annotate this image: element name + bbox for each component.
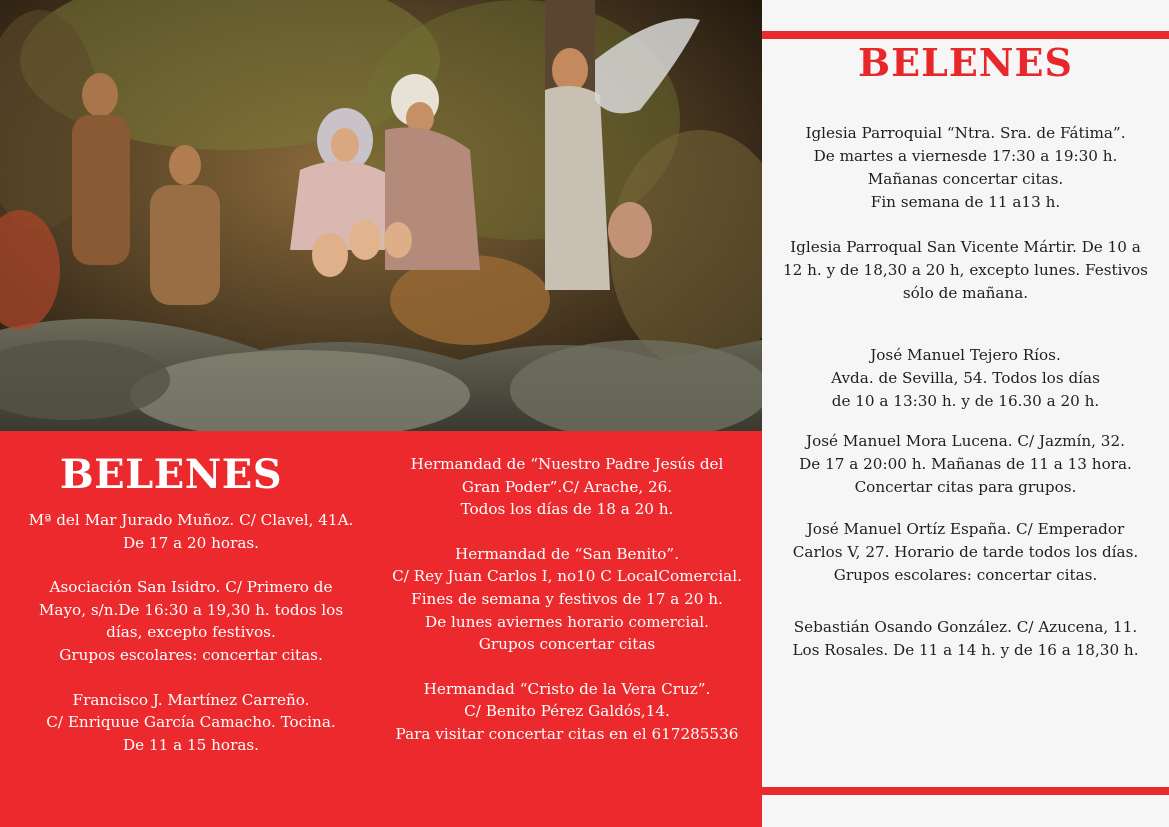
entry-line: De lunes aviernes horario comercial.	[425, 612, 709, 631]
entry-line: De martes a viernesde 17:30 a 19:30 h.	[813, 147, 1118, 165]
entry-line: José Manuel Mora Lucena. C/ Jazmín, 32.	[806, 432, 1125, 450]
entry-line: Grupos escolares: concertar citas.	[833, 566, 1098, 584]
belenes-title-left: BELENES	[59, 451, 283, 498]
venue-entry	[762, 518, 1169, 587]
entry-line: De 11 a 15 horas.	[122, 735, 260, 754]
entry-line: Gran Poder”.C/ Arache, 26.	[461, 477, 673, 496]
entry-line: Fines de semana y festivos de 17 a 20 h.	[411, 589, 723, 608]
entry-line: C/ Rey Juan Carlos I, no10 C LocalComercial.	[392, 567, 742, 586]
venue-entry	[382, 453, 752, 521]
entry-line: Avda. de Sevilla, 54. Todos los días	[831, 369, 1100, 387]
bottom-divider	[762, 787, 1169, 795]
venue-entry	[762, 430, 1169, 499]
entry-line: Sebastián Osando González. C/ Azucena, 11.	[793, 618, 1138, 636]
venue-entry	[0, 509, 382, 554]
entry-line: Hermandad de “San Benito”.	[454, 544, 680, 563]
entry-line: días, excepto festivos.	[106, 623, 276, 642]
entry-line: Carlos V, 27. Horario de tarde todos los días.	[792, 543, 1139, 561]
venue-entry	[0, 576, 382, 666]
entry-line: Los Rosales. De 11 a 14 h. y de 16 a 18,30 h.	[792, 641, 1139, 659]
right-info-panel	[762, 0, 1169, 827]
red-info-panel	[0, 431, 762, 827]
right-column	[382, 453, 752, 768]
entry-line: sólo de mañana.	[902, 284, 1029, 302]
venue-entry	[762, 122, 1169, 214]
entry-line: C/ Benito Pérez Galdós,14.	[464, 702, 670, 721]
entry-line: 12 h. y de 18,30 a 20 h, excepto lunes. Festivos	[783, 261, 1148, 279]
entry-line: Fin semana de 11 a13 h.	[870, 193, 1061, 211]
entry-line: De 17 a 20 horas.	[122, 533, 260, 552]
venue-entry	[762, 236, 1169, 305]
venue-entry	[762, 616, 1169, 662]
entry-line: Francisco J. Martínez Carreño.	[72, 690, 310, 709]
entry-line: Grupos concertar citas	[478, 635, 656, 654]
belenes-title-right: BELENES	[858, 40, 1073, 85]
entry-line: Iglesia Parroqual San Vicente Mártir. De 10 a	[790, 238, 1141, 256]
entry-line: Hermandad “Cristo de la Vera Cruz”.	[423, 679, 711, 698]
entry-line: Hermandad de “Nuestro Padre Jesús del	[410, 455, 724, 473]
entry-line: De 17 a 20:00 h. Mañanas de 11 a 13 hora.	[799, 455, 1132, 473]
entry-line: Asociación San Isidro. C/ Primero de	[49, 578, 333, 597]
entry-line: C/ Enriquue García Camacho. Tocina.	[46, 713, 336, 732]
entry-line: Mañanas concertar citas.	[867, 170, 1064, 188]
left-column	[0, 509, 382, 778]
entry-line: Mayo, s/n.De 16:30 a 19,30 h. todos los	[38, 600, 344, 619]
entry-line: José Manuel Tejero Ríos.	[870, 346, 1061, 364]
top-divider	[762, 31, 1169, 39]
entry-line: Para visitar concertar citas en el 617285536	[395, 724, 739, 743]
entry-line: de 10 a 13:30 h. y de 16.30 a 20 h.	[831, 392, 1100, 410]
venue-entry	[762, 344, 1169, 413]
venue-entry	[382, 678, 752, 746]
venue-entry	[382, 543, 752, 656]
entry-line: Grupos escolares: concertar citas.	[59, 645, 323, 664]
entry-line: Concertar citas para grupos.	[854, 478, 1077, 496]
entry-line: Iglesia Parroquial “Ntra. Sra. de Fátima”.	[805, 124, 1126, 142]
venue-entry	[0, 689, 382, 757]
nativity-scene-image	[0, 0, 762, 431]
entry-line: Todos los días de 18 a 20 h.	[460, 500, 674, 519]
entry-line: Mª del Mar Jurado Muñoz. C/ Clavel, 41A.	[28, 511, 354, 529]
entry-line: José Manuel Ortíz España. C/ Emperador	[806, 520, 1125, 538]
